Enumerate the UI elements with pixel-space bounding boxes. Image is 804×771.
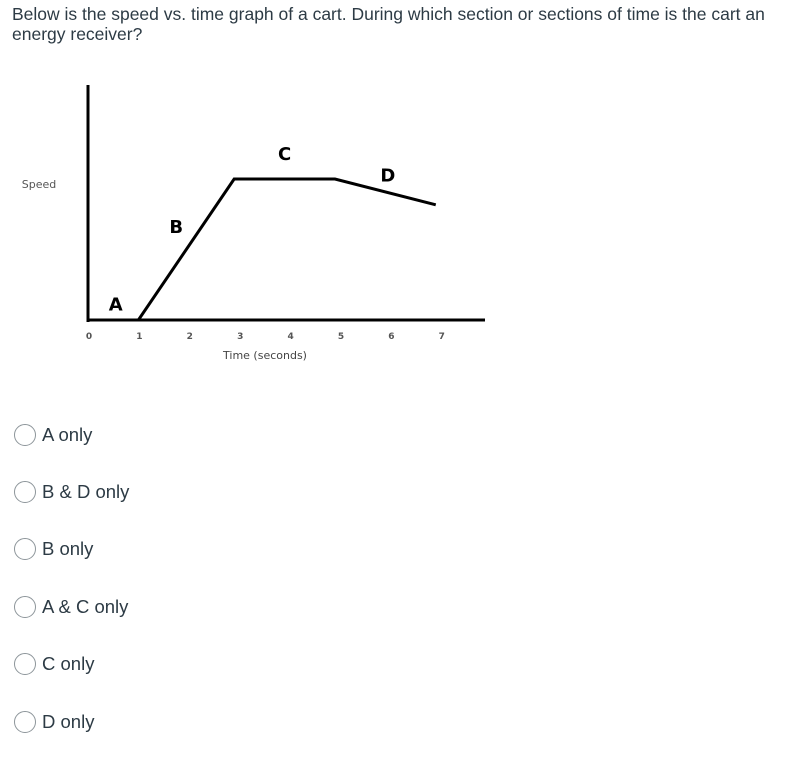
x-axis-label: Time (seconds): [223, 349, 307, 362]
option-label: C only: [42, 653, 95, 674]
x-tick-label: 6: [388, 332, 395, 342]
radio-button[interactable]: [14, 653, 36, 675]
section-label-c: C: [277, 144, 292, 166]
x-tick-label: 4: [287, 332, 294, 342]
section-label-a: A: [108, 294, 123, 316]
option-b-only[interactable]: [14, 538, 93, 560]
radio-button[interactable]: [14, 424, 36, 446]
option-d-only[interactable]: [14, 711, 94, 733]
option-label: B & D only: [42, 481, 130, 502]
option-a-only[interactable]: [14, 424, 92, 446]
option-label: A & C only: [42, 596, 129, 617]
x-tick-label: 1: [136, 332, 143, 342]
option-label: B only: [42, 538, 94, 559]
option-label: A only: [42, 424, 93, 445]
y-axis-label: Speed: [21, 178, 57, 191]
section-label-b: B: [169, 217, 184, 239]
option-a-c-only[interactable]: [14, 596, 128, 618]
speed-line: [88, 179, 436, 320]
radio-button[interactable]: [14, 711, 36, 733]
section-label-d: D: [380, 165, 396, 187]
x-tick-label: 2: [186, 332, 193, 342]
option-c-only[interactable]: [14, 653, 94, 675]
speed-time-chart: [0, 0, 804, 380]
x-tick-label: 7: [438, 332, 445, 342]
radio-button[interactable]: [14, 538, 36, 560]
x-tick-label: 5: [337, 332, 345, 342]
x-tick-label: 3: [237, 332, 244, 342]
radio-button[interactable]: [14, 596, 36, 618]
radio-button[interactable]: [14, 481, 36, 503]
question-text: Below is the speed vs. time graph of a cart. During which section or sections of time is the cart an energy receiver?: [12, 4, 765, 44]
option-label: D only: [42, 711, 95, 732]
option-b-d-only[interactable]: [14, 481, 129, 503]
x-tick-label: 0: [85, 332, 93, 342]
